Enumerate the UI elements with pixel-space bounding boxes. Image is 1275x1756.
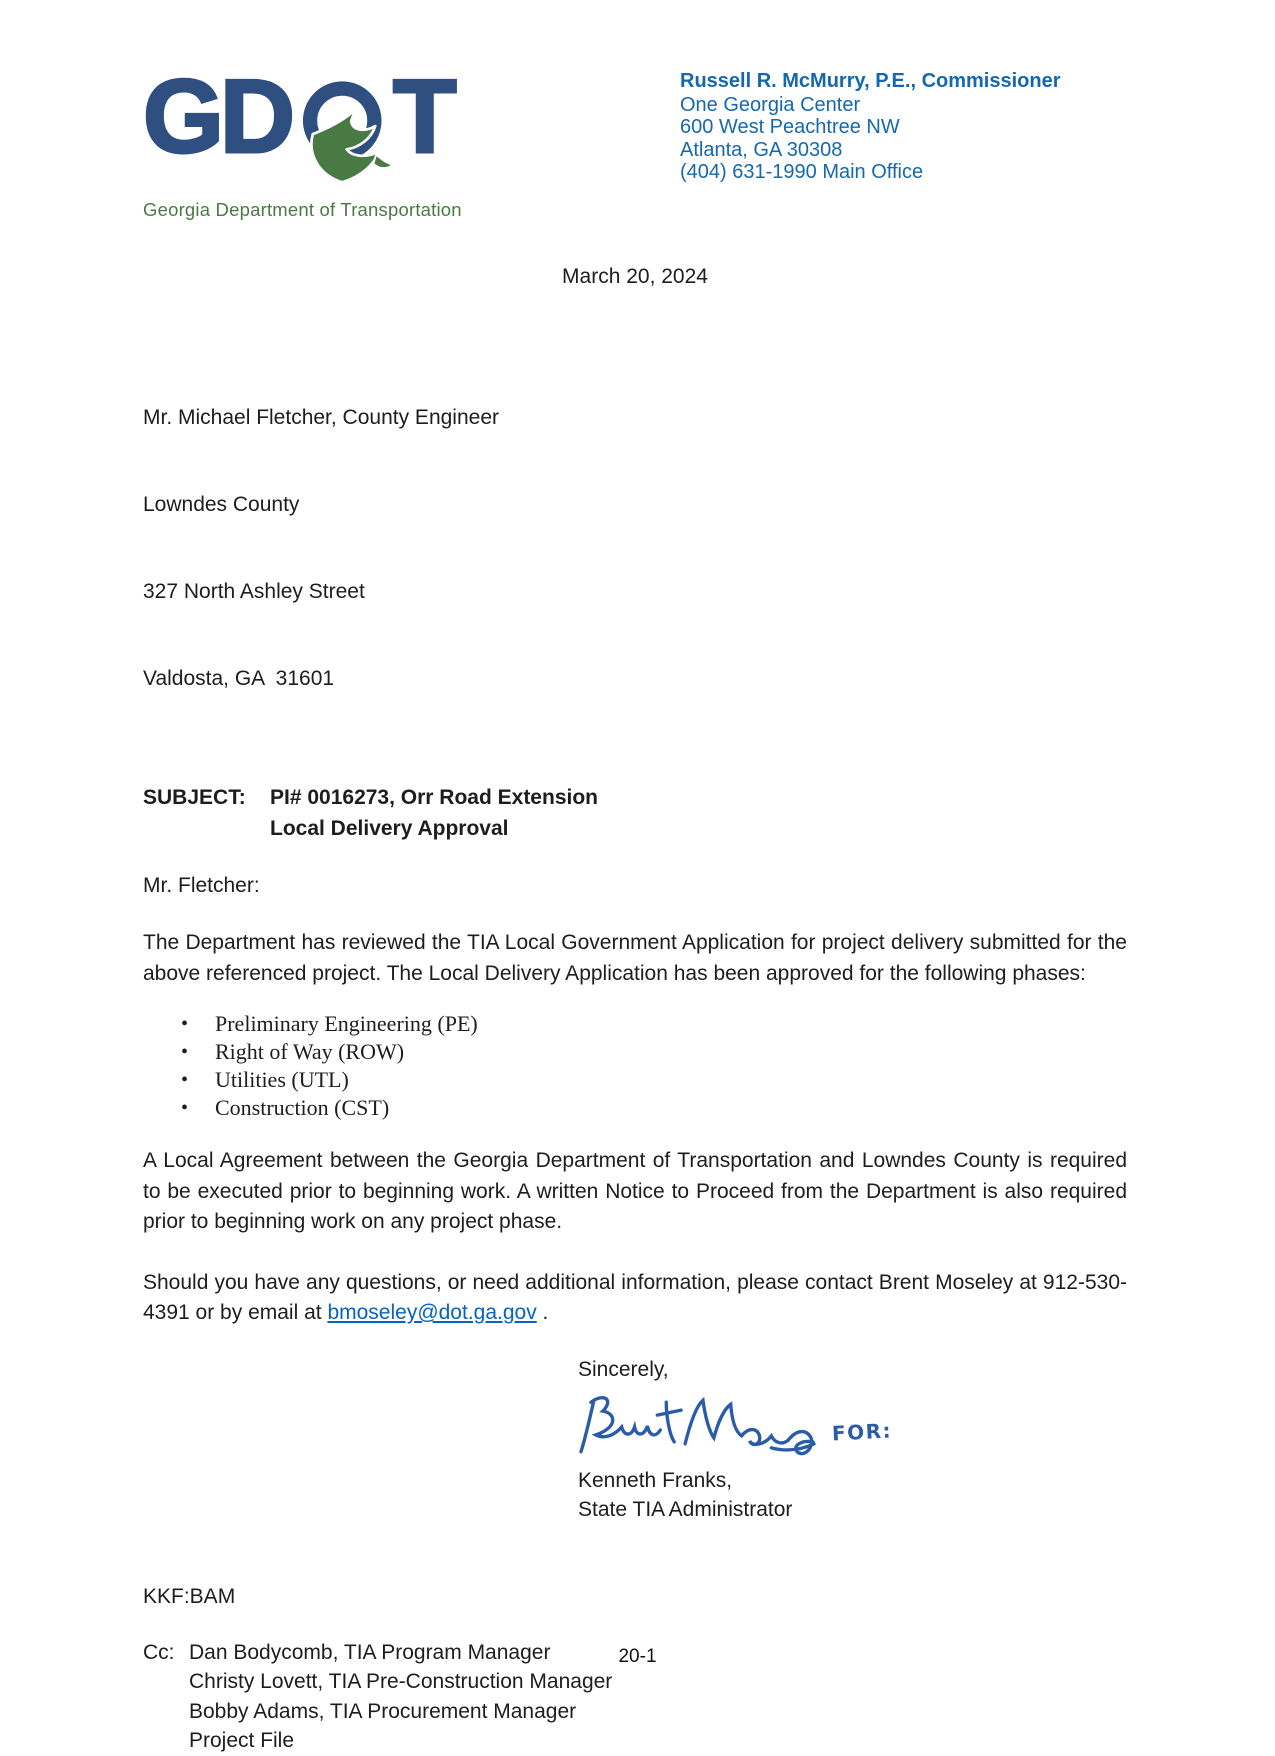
gdot-logo-gd-letters: GD	[143, 59, 291, 175]
body-paragraph-1: The Department has reviewed the TIA Local Government Application for project delivery submitted for the above referenced project. The Local Delivery Application has been approved for the following phases:	[143, 931, 1127, 985]
phase-item-row: • Right of Way (ROW)	[143, 1038, 1127, 1066]
gdot-logo-letters	[143, 59, 462, 191]
reference-initials: KKF:BAM	[143, 1584, 236, 1608]
cc-entry: Dan Bodycomb, TIA Program Manager	[189, 1640, 551, 1664]
phase-item-utl: • Utilities (UTL)	[143, 1066, 1127, 1094]
cc-entry: Project File	[189, 1729, 295, 1752]
signer-block	[578, 1466, 1127, 1525]
signature-row	[578, 1390, 1127, 1462]
commissioner-address-line: One Georgia Center	[680, 93, 861, 116]
gdot-logo	[143, 59, 462, 221]
signer-name: Kenneth Franks,	[578, 1468, 733, 1492]
email-link[interactable]: bmoseley@dot.ga.gov	[327, 1301, 537, 1324]
letter-date: March 20, 2024	[562, 265, 708, 288]
page-number: 20-1	[618, 1646, 657, 1667]
subject-line-2: Local Delivery Approval	[270, 817, 509, 840]
recipient-org-line: Lowndes County	[143, 493, 300, 516]
contact-text: Should you have any questions, or need additional information, please contact Brent Moseley at 912-530-4391 or by email at	[143, 1270, 1127, 1324]
body-paragraph-3	[143, 1268, 1127, 1329]
commissioner-block	[680, 70, 1127, 184]
letterhead	[143, 59, 1127, 221]
body-paragraph-2: A Local Agreement between the Georgia Department of Transportation and Lowndes County is required to be executed prior to beginning work. A written Notice to Proceed from the Department is also required prior to beginning work on any project phase.	[143, 1149, 1127, 1233]
cc-label: Cc:	[143, 1640, 175, 1664]
recipient-name-line: Mr. Michael Fletcher, County Engineer	[143, 406, 499, 429]
handwritten-signature-image	[578, 1392, 816, 1462]
commissioner-address-line: 600 West Peachtree NW	[680, 116, 900, 138]
subject-label: SUBJECT:	[143, 786, 246, 809]
subject-line-1: PI# 0016273, Orr Road Extension	[270, 786, 598, 809]
closing-block	[578, 1358, 1127, 1525]
letter-page	[0, 59, 1275, 1752]
gdot-leaf-o-icon	[294, 79, 394, 191]
gdot-logo-t-letter: T	[393, 59, 453, 175]
signature-for-annotation: FOR:	[831, 1417, 893, 1446]
recipient-address-block	[143, 345, 1127, 751]
recipient-city-line: Valdosta, GA 31601	[143, 667, 335, 690]
cc-entry: Bobby Adams, TIA Procurement Manager	[189, 1699, 577, 1723]
contact-text-end: .	[536, 1301, 549, 1324]
subject-block	[143, 782, 1127, 844]
signer-title: State TIA Administrator	[578, 1498, 793, 1521]
cc-entry: Christy Lovett, TIA Pre-Construction Manager	[189, 1670, 613, 1693]
commissioner-phone-line: (404) 631-1990 Main Office	[680, 161, 924, 183]
phase-item-cst: • Construction (CST)	[143, 1094, 1127, 1122]
phase-item-pe: • Preliminary Engineering (PE)	[143, 1010, 1127, 1038]
gdot-logo-tagline: Georgia Department of Transportation	[143, 199, 462, 220]
commissioner-name: Russell R. McMurry, P.E., Commissioner	[680, 70, 1061, 92]
sincerely-text: Sincerely,	[578, 1357, 669, 1381]
recipient-street-line: 327 North Ashley Street	[143, 580, 365, 603]
commissioner-address-line: Atlanta, GA 30308	[680, 138, 843, 161]
approved-phases-list	[143, 1010, 1127, 1122]
subject-text	[270, 782, 598, 844]
salutation: Mr. Fletcher:	[143, 874, 260, 897]
